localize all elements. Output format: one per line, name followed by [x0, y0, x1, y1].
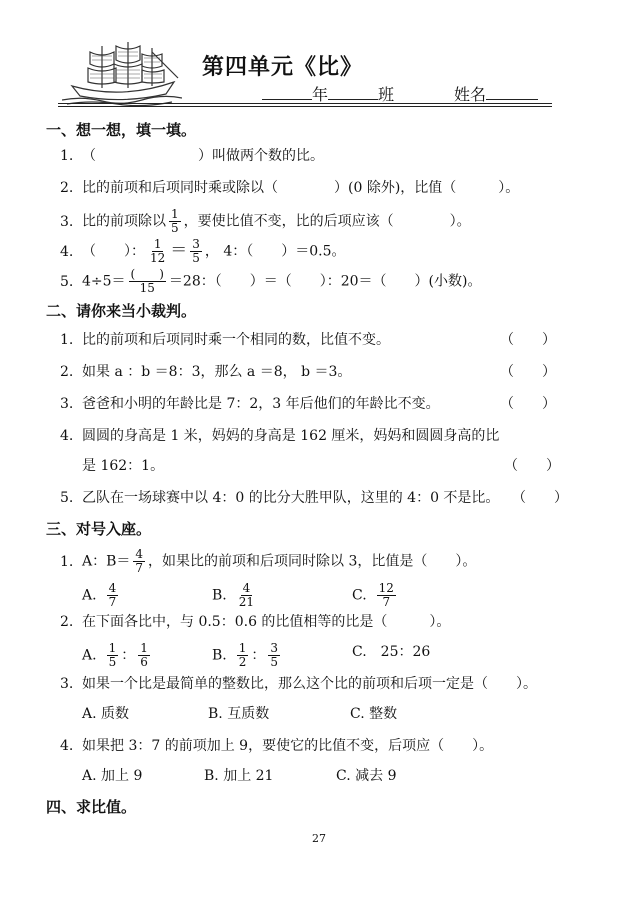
- s1-q4: 4. （ ）： $\frac{1}{12}$ ＝ $\frac{3}{5}$ ， 4：（ ）＝0.5。: [60, 237, 346, 265]
- name-blank[interactable]: [486, 83, 538, 100]
- sailing-ship-illustration: [62, 38, 182, 106]
- section-2-title: 二、请你来当小裁判。: [46, 302, 197, 320]
- s3-q1-option-b[interactable]: B. $\frac{4}{21}$: [212, 581, 255, 609]
- page-number: 27: [312, 832, 326, 845]
- s3-q3-option-a[interactable]: A. 质数: [82, 706, 130, 722]
- s3-q1-option-a[interactable]: A. $\frac{4}{7}$: [82, 581, 117, 609]
- year-label: 年: [312, 85, 329, 104]
- s1-q1: 1. （ ）叫做两个数的比。: [60, 148, 324, 164]
- s3-q4-option-b[interactable]: B. 加上 21: [204, 768, 274, 784]
- s3-q2-option-a[interactable]: A. $\frac{1}{5}$ ： $\frac{1}{6}$: [82, 641, 148, 669]
- name-line: [454, 82, 538, 105]
- s2-q1-answer[interactable]: （ ）: [500, 332, 556, 348]
- header-rule-thin: [58, 106, 552, 107]
- fraction: $\frac{1}{12}$: [150, 237, 166, 265]
- s3-q2-option-b[interactable]: B. $\frac{1}{2}$ ： $\frac{3}{5}$: [212, 641, 279, 669]
- s1-q3: 3. 比的前项除以 $\frac{1}{5}$ ，要使比值不变，比的后项应该（ ）。: [60, 207, 471, 235]
- fraction: $\frac{4}{7}$: [135, 547, 144, 575]
- s1-q2: 2. 比的前项和后项同时乘或除以（ ）(0 除外)，比值（ ）。: [60, 180, 520, 196]
- class-label: 班: [378, 85, 395, 104]
- s3-q4-option-a[interactable]: A. 加上 9: [82, 768, 143, 784]
- s2-q5-answer[interactable]: （ ）: [512, 490, 568, 506]
- s2-q3-answer[interactable]: （ ）: [500, 396, 556, 412]
- s3-q1-option-c[interactable]: C. $\frac{12}{7}$: [352, 581, 394, 609]
- section-4-title: 四、求比值。: [46, 798, 137, 816]
- year-blank[interactable]: [262, 83, 312, 100]
- s3-q1: 1. A：B＝ $\frac{4}{7}$ ，如果比的前项和后项同时除以 3，比值是（ ）。: [60, 547, 477, 575]
- class-info-line: [262, 82, 394, 105]
- name-label: 姓名: [454, 85, 487, 104]
- s2-q4: 4. 圆圆的身高是 1 米，妈妈的身高是 162 厘米，妈妈和圆圆身高的比: [60, 428, 500, 444]
- s2-q3: 3. 爸爸和小明的年龄比是 7：2，3 年后他们的年龄比不变。: [60, 396, 440, 412]
- s3-q2-option-c[interactable]: C. 25：26: [352, 644, 431, 660]
- s3-q2: 2. 在下面各比中，与 0.5：0.6 的比值相等的比是（ ）。: [60, 614, 451, 630]
- page-title: 第四单元《比》: [202, 55, 364, 80]
- header-rule: [58, 103, 552, 104]
- s2-q1: 1. 比的前项和后项同时乘一个相同的数，比值不变。: [60, 332, 390, 348]
- s2-q2: 2. 如果 a ：b ＝8：3，那么 a ＝8， b ＝3。: [60, 364, 352, 380]
- s2-q4-answer[interactable]: （ ）: [504, 458, 560, 474]
- s2-q5: 5. 乙队在一场球赛中以 4：0 的比分大胜甲队，这里的 4：0 不是比。: [60, 490, 500, 506]
- s1-q5: 5. 4÷5＝ $\frac{( )}{15}$ ＝28：（ ）＝（ ）：20＝（ ）(小数)。: [60, 267, 482, 295]
- fraction: $\frac{1}{5}$: [171, 207, 179, 235]
- s2-q4-cont: 是 162：1。: [82, 458, 165, 474]
- s2-q2-answer[interactable]: （ ）: [500, 364, 556, 380]
- s3-q3: 3. 如果一个比是最简单的整数比，那么这个比的前项和后项一定是（ ）。: [60, 676, 537, 692]
- s3-q3-option-b[interactable]: B. 互质数: [208, 706, 270, 722]
- fraction: $\frac{3}{5}$: [192, 237, 200, 265]
- section-3-title: 三、对号入座。: [46, 520, 152, 538]
- s3-q4-option-c[interactable]: C. 减去 9: [336, 768, 397, 784]
- fraction: $\frac{( )}{15}$: [130, 267, 164, 295]
- s3-q4: 4. 如果把 3：7 的前项加上 9，要使它的比值不变，后项应（ ）。: [60, 738, 494, 754]
- section-1-title: 一、想一想，填一填。: [46, 121, 197, 139]
- class-blank[interactable]: [328, 83, 378, 100]
- s3-q3-option-c[interactable]: C. 整数: [350, 706, 398, 722]
